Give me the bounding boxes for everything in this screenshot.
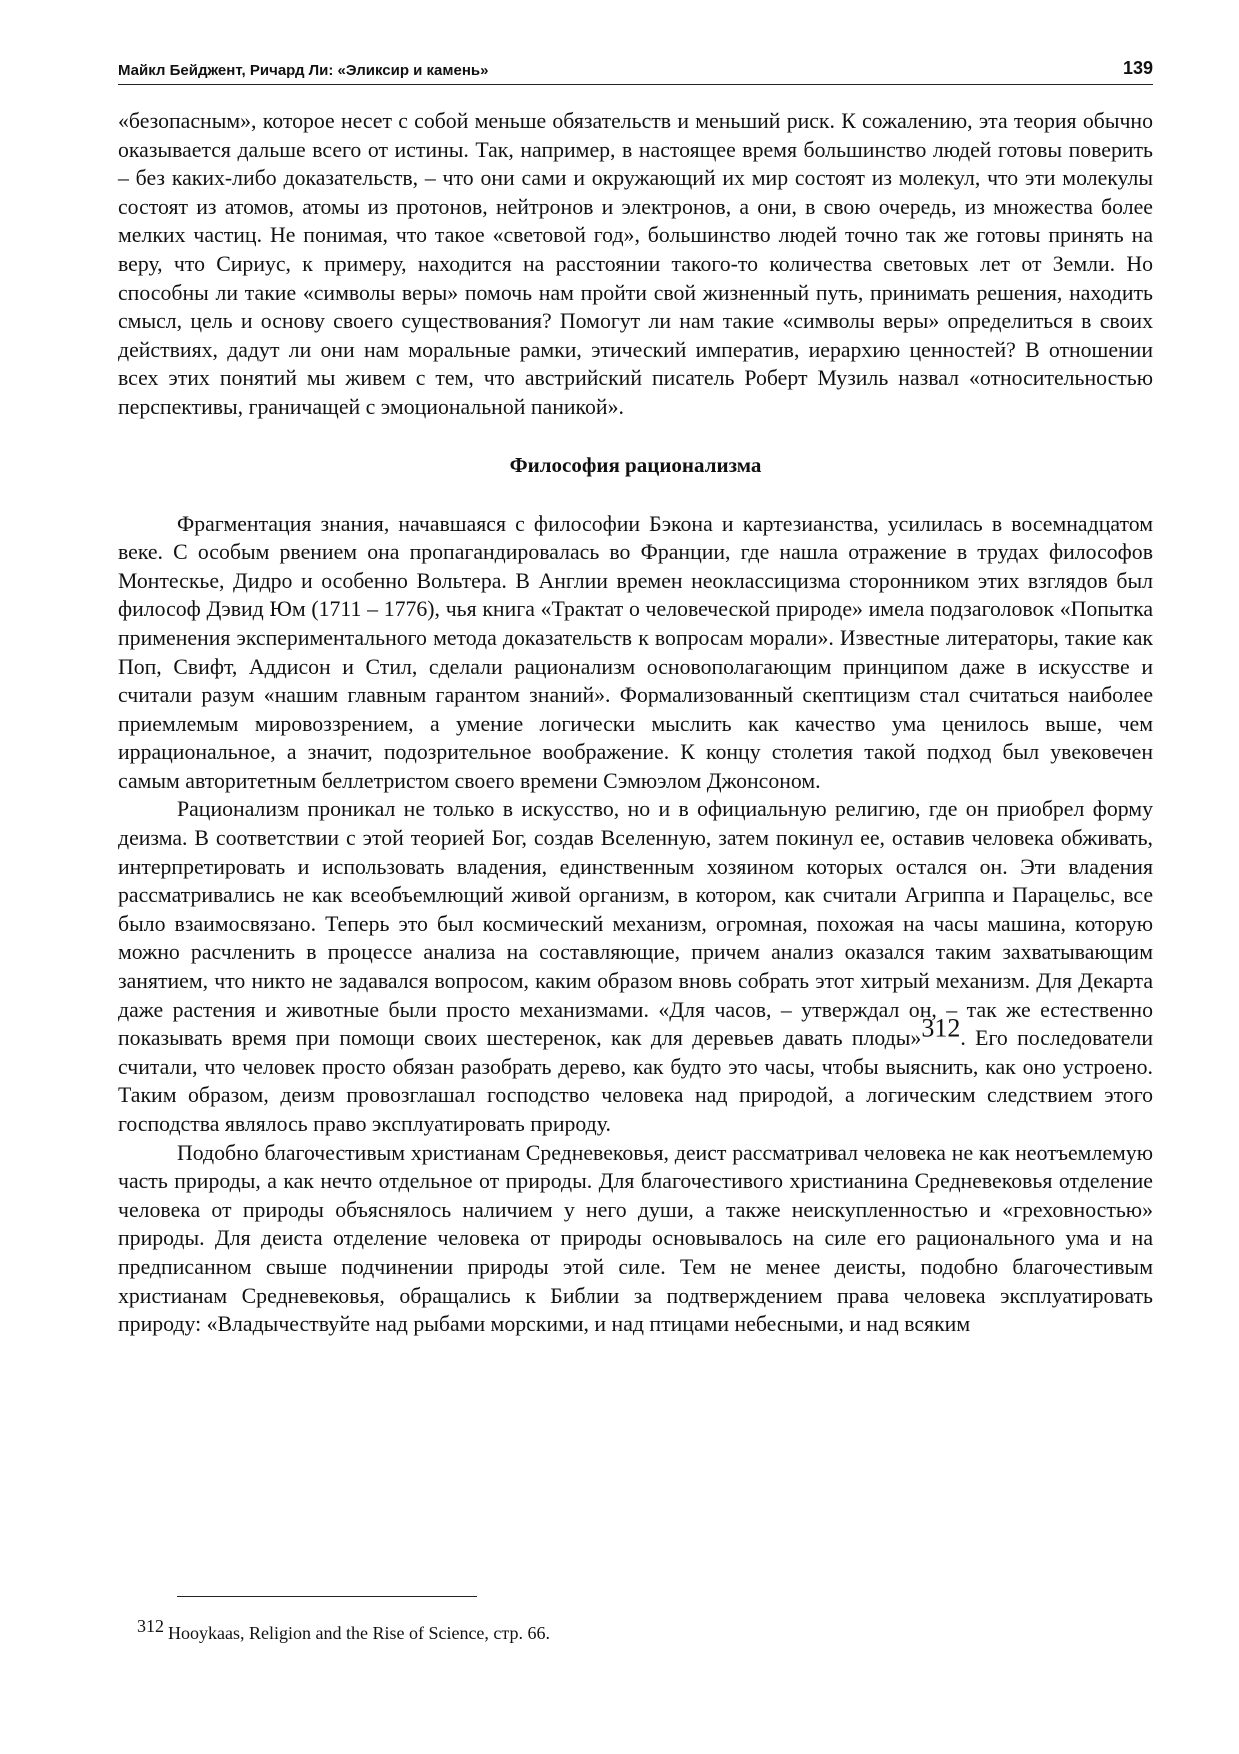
paragraph-christians: Подобно благочестивым христианам Средневековья, деист рассматривал человека не как неотъемлемую часть природы, а как нечто отдельное от природы. Для благочестивого христианина Средневековья отделение человека от природы объяснялось наличием у него души, а также неискупленностью и «греховностью» природы. Для деиста отделение человека от природы основывалось на силе его рационального ума и на предписанном свыше подчинении природы этой силе. Тем не менее деисты, подобно благочестивым христианам Средневековья, обращались к Библии за подтверждением права человека эксплуатировать природу: «Владычествуйте над рыбами морскими, и над птицами небесными, и над всяким: [118, 1140, 1153, 1337]
main-text: [118, 107, 1153, 1339]
paragraph-deism-text-2: . Его последователи считали, что человек просто обязан разобрать дерево, как будто это часы, чтобы выяснить, как оно устроено. Таким образом, деизм провозглашал господство человека над природой, а логическим следствием этого господства являлось право эксплуатировать природу.: [118, 1026, 1153, 1136]
footnote-reference[interactable]: 312: [921, 1013, 961, 1043]
section-heading: Философия рационализма: [509, 452, 762, 477]
running-header: [118, 58, 1153, 85]
paragraph-fragmentation: Фрагментация знания, начавшаяся с философии Бэкона и картезианства, усилилась в восемнадцатом веке. С особым рвением она пропагандировалась во Франции, где нашла отражение в трудах философов Монтескье, Дидро и особенно Вольтера. В Англии времен неоклассицизма сторонником этих взглядов был философ Дэвид Юм (1711 – 1776), чья книга «Трактат о человеческой природе» имела подзаголовок «Попытка применения экспериментального метода доказательств к вопросам морали». Известные литераторы, такие как Поп, Свифт, Аддисон и Стил, сделали рационализм основополагающим принципом даже в искусстве и считали разум «нашим главным гарантом знаний». Формализованный скептицизм стал считаться наиболее приемлемым мировоззрением, а умение логически мыслить как качество ума ценилось выше, чем иррациональное, а значит, подозрительное воображение. К концу столетия такой подход был увековечен самым авторитетным беллетристом своего времени Сэмюэлом Джонсоном.: [118, 511, 1153, 793]
paragraph-deism-text-1: Рационализм проникал не только в искусство, но и в официальную религию, где он приобрел форму деизма. В соответствии с этой теорией Бог, создав Вселенную, затем покинул ее, оставив человека обживать, интерпретировать и использовать владения, единственным хозяином которых остался он. Эти владения рассматривались не как всеобъемлющий живой организм, в котором, как считали Агриппа и Парацельс, все было взаимосвязано. Теперь это был космический механизм, огромная, похожая на часы машина, которую можно расчленить в процессе анализа на составляющие, причем анализ оказался таким захватывающим занятием, что никто не задавался вопросом, каким образом вновь собрать этот хитрый механизм. Для Декарта даже растения и животные были просто механизмами. «Для часов, – утверждал он, – так же естественно показывать время при помощи своих шестеренок, как для деревьев давать плоды»: [118, 797, 1153, 1051]
paragraph-deism: [118, 795, 1153, 1138]
running-header-title: Майкл Бейджент, Ричард Ли: «Эликсир и камень»: [118, 62, 489, 79]
footnote-divider: [177, 1596, 477, 1597]
footnote-marker: 312: [137, 1616, 164, 1636]
footnote-text: Hooykaas, Religion and the Rise of Science, стр. 66.: [168, 1623, 550, 1643]
footnote: [137, 1614, 1137, 1645]
page-number: 139: [1122, 58, 1153, 78]
paragraph-continuation: «безопасным», которое несет с собой меньше обязательств и меньший риск. К сожалению, эта теория обычно оказывается дальше всего от истины. Так, например, в настоящее время большинство людей готовы поверить – без каких-либо доказательств, – что они сами и окружающий их мир состоят из молекул, что эти молекулы состоят из атомов, атомы из протонов, нейтронов и электронов, а они, в свою очередь, из множества более мелких частиц. Не понимая, что такое «световой год», большинство людей точно так же готовы принять на веру, что Сириус, к примеру, находится на расстоянии такого-то количества световых лет от Земли. Но способны ли такие «символы веры» помочь нам пройти свой жизненный путь, принимать решения, находить смысл, цель и основу своего существования? Помогут ли нам такие «символы веры» определиться в своих действиях, дадут ли они нам моральные рамки, этический императив, иерархию ценностей? В отношении всех этих понятий мы живем с тем, что австрийский писатель Роберт Музиль назвал «относительностью перспективы, граничащей с эмоциональной паникой».: [118, 109, 1153, 419]
